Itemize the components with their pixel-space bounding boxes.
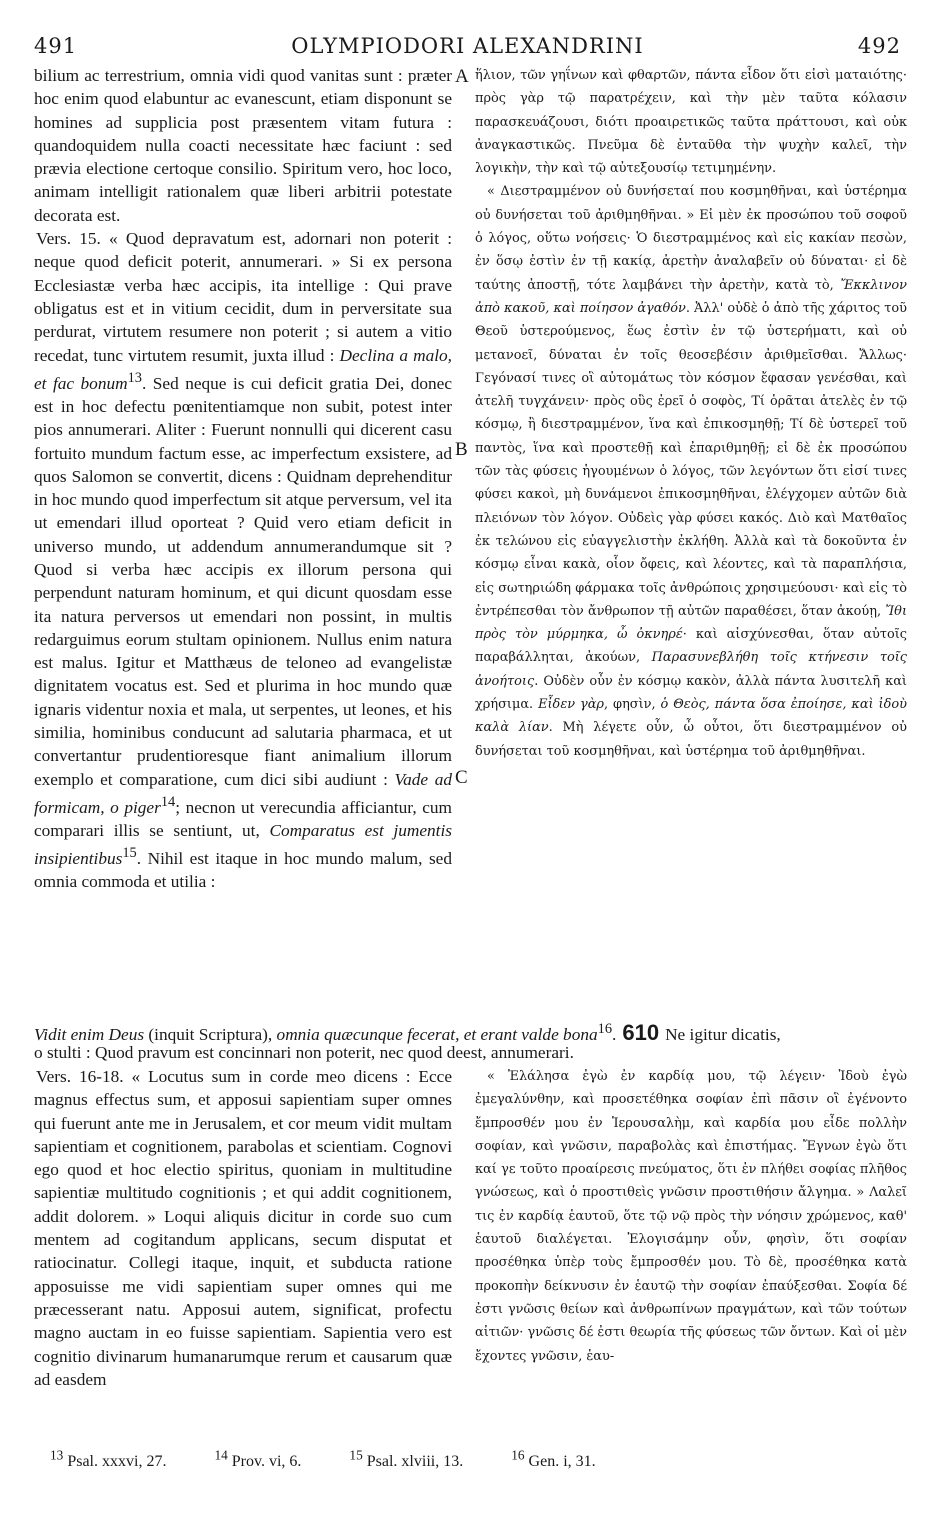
running-title: OLYMPIODORI ALEXANDRINI — [291, 34, 644, 58]
greek-text: . Ἀλλ' οὐδὲ ὁ ἀπὸ τῆς χάριτος τοῦ Θεοῦ ὑστερούμενος, ἕως ἐστὶν ἐν τῷ ὑστερήματι, καὶ οὐ μετανοεῖ, δύναται ἐν τοῖς θεοσεβέσιν ἀριθμεῖσθαι. Ἄλλως· Γεγόνασί τινες οἳ αὐτομάτως τὸν κόσμον ἔφασαν γενέσθαι, καὶ ἀτελῆ τυγχάνειν· πρὸς οὓς ἐρεῖ ὁ σοφὸς, Τί ὁρᾶται ἀτελὲς ἐν τῷ κόσμῳ, ἢ διεστραμμένον, ἵνα καὶ ἐπικοσμηθῇ; Τί δὲ ὑστερεῖ τοῦ παντὸς, ἵνα καὶ προστεθῇ καὶ ἐπαριθμηθῇ; εἰ δὲ ἐκ προσώπου τῶν τὰς φύσεις ἡγουμένων ὁ λόγος, τῶν λεγόντων ὅτι εἰσί τινες φύσει κακοὶ, μὴ δυνάμενοι ἐπικοσμηθῆναι, ἐλέγχομεν αὐτῶν διὰ πλειόνων τὸν λόγον. Οὐδεὶς γὰρ φύσει κακός. Διὸ καὶ Ματθαῖος ἐκ τελώνου εἰς εὐαγγελιστὴν ἐκλήθη. Ἀλλὰ καὶ τὰ δοκοῦντα ἐν κόσμῳ εἶναι κακὰ, οἷον ὄφεις, καὶ λέοντες, καὶ τὰ παραπλήσια, εἰς σωτηριώδη φάρμακα τοῖς ἀνθρώποις χρησιμεύουσι· καὶ εἰς τὸ ἐντρέπεσθαι τὸν ἄνθρωπον τῇ αὐτῶν παραθέσει, ὅταν ἀκούῃ, — [475, 300, 907, 619]
footnote — [349, 1448, 485, 1471]
footnote-ref: 14 — [160, 793, 176, 810]
footnote-ref-text: Gen. i, 31. — [524, 1453, 596, 1471]
footnote-number: 15 — [349, 1448, 363, 1463]
latin-column-top — [34, 64, 452, 894]
greek-text: . Μὴ λέγετε οὖν, ὦ οὗτοι, ὅτι διεστραμμένον οὐ δυνήσεται τοῦ κοσμηθῆναι, καὶ ὑστέρημα τοῦ ἀριθμηθῆναι. — [475, 720, 907, 759]
greek-paragraph-lemma — [475, 180, 907, 762]
latin-text: ; necnon ut verecundia afficiantur, cum comparari illis se sentiunt, ut, — [34, 797, 452, 841]
page-number-left: 491 — [34, 34, 78, 58]
latin-text: (inquit Scriptura), — [144, 1024, 277, 1044]
latin-text: . — [612, 1024, 617, 1044]
latin-quote: Comparatus est jumentis insipientibus — [34, 821, 452, 869]
latin-quote: omnia quæcunque fecerat, et erant valde bona — [276, 1024, 598, 1044]
footnote-ref-text: Psal. xlviii, 13. — [362, 1453, 464, 1471]
greek-quote: Ἴθι πρὸς τὸν μύρμηκα, ὦ ὀκνηρέ — [475, 603, 907, 643]
footnote-number: 13 — [50, 1448, 64, 1463]
footnote-ref-text: Psal. xxxvi, 27. — [63, 1453, 167, 1471]
section-marker-a: A — [455, 66, 469, 87]
column-number: 610 — [622, 1019, 660, 1045]
latin-text: Ne igitur dicatis, — [665, 1024, 781, 1044]
footnote — [214, 1448, 323, 1471]
footnote-ref-text: Prov. vi, 6. — [227, 1453, 302, 1471]
greek-quote: ὁ Θεὸς, πάντα ὅσα ἐποίησε, καὶ ἰδοὺ καλὰ λίαν — [475, 697, 907, 736]
greek-text: « Διεστραμμένον οὐ δυνήσεταί που κοσμηθῆναι, καὶ ὑστέρημα οὐ δυνήσεται τοῦ ἀριθμηθῆναι. » Εἰ μὲν ἐκ προσώπου τοῦ σοφοῦ ὁ λόγος, οὕτω νοήσεις· Ὁ διεστραμμένος καὶ εἰς κακίαν πεσὼν, ἐν ὅσῳ ἐστὶν ἐν τῇ κακίᾳ, ἀρετὴν ἀναλαβεῖν οὐ δύναται· εἰ δὲ ταύτης ἀποστῇ, τότε λαμβάνει τὴν ἀρετὴν, κατὰ τὸ, — [475, 184, 907, 293]
latin-column-bottom — [34, 1065, 452, 1435]
full-width-line-2: o stulti : Quod pravum est concinnari non poterit, nec quod deest, annumerari. — [34, 1043, 574, 1062]
greek-quote: Εἶδεν γὰρ — [538, 697, 604, 713]
footnotes — [50, 1448, 899, 1471]
footnote — [511, 1448, 617, 1471]
greek-paragraph: ἥλιον, τῶν γηΐνων καὶ φθαρτῶν, πάντα εἶδον ὅτι εἰσὶ ματαιότης· πρὸς γὰρ τῷ παρατρέχειν, καὶ τὴν μὲν ταῦτα κόλασιν παρασκευάζουσι, διότι προαιρετικῶς ταῦτα πράττουσι, καὶ οὐκ ἀναγκαστικῶς. Πνεῦμα δὲ ἐνταῦθα τὴν ψυχὴν καλεῖ, τὴν λογικὴν, τὴν καὶ τῷ αὐτεξουσίῳ τετιμημένην. — [475, 68, 907, 177]
page-number-right: 492 — [857, 34, 901, 58]
greek-column-bottom — [475, 1065, 907, 1435]
greek-column-top — [475, 64, 907, 763]
footnote-ref: 15 — [122, 845, 137, 862]
section-marker-c: C — [455, 767, 468, 788]
latin-text: . Nihil est itaque in hoc mundo malum, sed omnia commoda et utilia : — [34, 849, 452, 892]
footnote-number: 16 — [511, 1448, 525, 1463]
footnote-ref: 13 — [127, 369, 142, 386]
greek-text: , φησὶν, — [604, 697, 661, 713]
latin-text: Vers. 15. « Quod depravatum est, adornari non poterit : neque quod deficit poterit, annumerari. » Si ex persona Ecclesiastæ verba hæc accipis, ita intellige : Qui prave obligatus est et in vitium cecidit, dum in perversitate sua perdurat, virtutem resumere non poterit ; si autem a vitio recedat, tunc virtutem resumit, juxta illud : — [34, 229, 452, 365]
greek-quote: Παρασυνεβλήθη τοῖς κτήνεσιν τοῖς ἀνοήτοις — [475, 650, 907, 689]
latin-quote: Declina a malo, et fac bonum — [34, 345, 452, 393]
latin-quote: Vidit enim Deus — [34, 1024, 145, 1044]
greek-paragraph-lemma-2: « Ἐλάλησα ἐγὼ ἐν καρδίᾳ μου, τῷ λέγειν· Ἰδοὺ ἐγὼ ἐμεγαλύνθην, καὶ προσετέθηκα σοφίαν ἐπὶ πᾶσιν οἳ ἐγένοντο ἔμπροσθέν μου ἐν Ἱερουσαλὴμ, καὶ καρδία μου εἶδε πολλὴν σοφίαν, καὶ γνῶσιν, παραβολὰς καὶ ἐπιστήμας. Ἔγνων ἐγὼ ὅτι καί γε τοῦτο προαίρεσις πνεύματος, ὅτι ἐν πλήθει σοφίας πλῆθος γνώσεως, καὶ ὁ προστιθεὶς γνῶσιν προστιθήσιν ἄλγημα. » Λαλεῖ τις ἐν καρδίᾳ ἑαυτοῦ, ὅτε τῷ νῷ πρὸς τὴν νόησιν χρώμενος, καθ' ἑαυτοῦ διαλέγεται. Ἐλογισάμην οὖν, φησὶν, ὅτι σοφίαν προσέθηκα ὑπὲρ τοὺς ἔμπροσθέν μου. Τὸ δὲ, προσέθηκα κατὰ προκοπὴν δείκνυσιν ἐν ἑαυτῷ τὴν σοφίαν ἐπαύξεσθαι. Σοφία δέ ἐστι γνῶσις θείων καὶ ἀνθρωπίνων πραγμάτων, καὶ τῶν τούτων αἰτιῶν· γνῶσις δέ ἐστι θεωρία τῆς φύσεως τῶν ὄντων. Καὶ οἱ μὲν ἔχοντες γνῶσιν, ἑαυ- — [475, 1069, 907, 1364]
footnote-ref: 16 — [597, 1021, 613, 1037]
footnote — [50, 1448, 188, 1471]
greek-quote: Ἔκκλινον ἀπὸ κακοῦ, καὶ ποίησον ἀγαθόν — [475, 277, 907, 316]
latin-paragraph-vers-15 — [34, 227, 452, 894]
footnote-number: 14 — [214, 1448, 228, 1463]
latin-paragraph-vers-16-18: Vers. 16-18. « Locutus sum in corde meo dicens : Ecce magnus effectus sum, et apposui sapientiam super omnes qui fuerunt ante me in Jerusalem, et cor meum vidit multam sapientiam et cognitionem, parabolas et scientiam. Cognovi ego quod et hoc electio spiritus, quoniam in multitudine sapientiæ multitudo cognitionis ; et qui addit cognitionem, addit dolorem. » Loqui aliquis dicitur in corde suo cum mentem ad cogitandum applicans, secum disputat et ratiocinatur. Collegi itaque, inquit, et subducta ratione apposuisse me vidi sapientiam super omnes qui me præcesserant natu. Apposui autem, significat, profectu magno auctam in eo fuisse sapientiam. Sapientia vero est cognitio divinarum humanarumque rerum et causarum quæ ad easdem — [34, 1067, 452, 1389]
greek-text: · καὶ αἰσχύνεσθαι, ὅταν αὐτοῖς παραβάλληται, ἀκούων, — [475, 627, 907, 666]
section-marker-b: B — [455, 439, 468, 460]
running-header — [34, 34, 901, 64]
latin-quote: Vade ad formicam, o piger — [34, 769, 452, 817]
latin-text: . Sed neque is cui deficit gratia Dei, donec est in hoc defectu pœnitentiamque non subit, potest inter pios annumerari. Aliter : Fuerunt nonnulli qui dicerent casu fortuito mundum factum esse, ac imperfectum exsistere, ad quos Salomon se convertit, dicens : Quidnam deprehenditur in hoc mundo quod imperfectum sit atque perversum, vel ita ut emendari illud oporteat ? Quid vero etiam deficit in universo mundo, ut addendum annumerandumque sit ? Quod si verba hæc accipis ex illorum persona qui perpendunt naturam hominum, et qui dicunt quosdam esse ita natura perversos ut emendari non possint, in multis redarguimus eorum stultam opinionem. Nullus enim natura est malus. Igitur et Matthæus de teloneo ad evangelistæ dignitatem vocatus est. Sed et plurima in hoc mundo quæ ignaris videntur noxia et mala, ut serpentes, ut leones, et his similia, hominibus conducunt ad salutaria pharmaca, et ut convertantur prudentioresque fiant animalium illorum exemplo et comparatione, cum dici sibi audiunt : — [34, 373, 452, 789]
latin-paragraph: bilium ac terrestrium, omnia vidi quod vanitas sunt : præter hoc enim quod elabuntur ac evanescunt, etiam disponunt se homines ad supplicia post præsentem vitam futura : quandoquidem nulla coacti necessitate hæc faciunt : sed prævia electione certoque consilio. Spiritum vero, hoc loco, animam intelligit rationalem quæ liberi arbitrii potestate decorata est. — [34, 66, 452, 225]
greek-text: . Οὐδὲν οὖν ἐν κόσμῳ κακὸν, ἀλλὰ πάντα λυσιτελῆ καὶ χρήσιμα. — [475, 673, 907, 713]
